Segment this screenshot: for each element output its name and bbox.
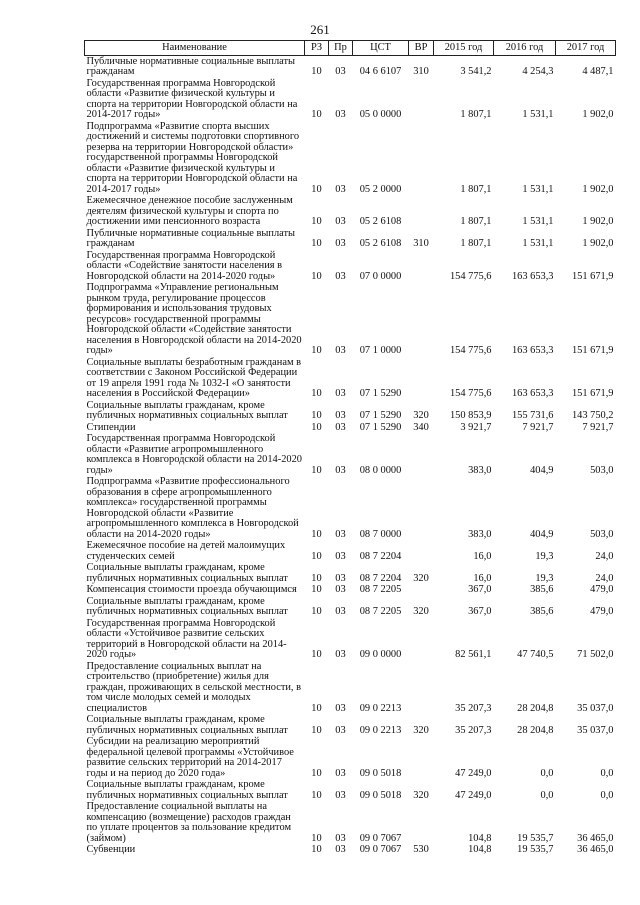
row-vr: 530: [413, 844, 429, 855]
row-rz: 10: [311, 421, 322, 433]
row-2015: 154 775,6: [449, 345, 492, 356]
row-2016: 19 535,7: [517, 844, 554, 855]
row-rz: 10: [311, 410, 322, 421]
row-cst: 09 0 2213: [359, 702, 402, 714]
row-2017: 4 487,1: [582, 66, 614, 77]
table-row: [85, 228, 616, 250]
row-cst: 05 2 0000: [359, 183, 402, 195]
row-rz: 10: [311, 238, 322, 249]
row-2015: 3 921,7: [460, 421, 492, 433]
row-vr: [409, 434, 434, 477]
row-2017: 1 902,0: [582, 109, 614, 120]
row-cst: 08 7 0000: [359, 528, 402, 540]
row-2017: 71 502,0: [577, 649, 614, 660]
row-name: Ежемесячное денежное пособие заслуженным деятелям физической культуры и спорта по достижении ими пенсионного возраста: [86, 195, 293, 227]
row-2016: 19 535,7: [517, 832, 554, 844]
row-rz: 10: [311, 550, 322, 562]
row-pr: 03: [335, 844, 346, 855]
row-vr: [409, 661, 434, 715]
table-row: [85, 357, 616, 400]
row-cst: 09 0 0000: [359, 649, 402, 660]
table-row: [85, 618, 616, 661]
row-name: Государственная программа Новгородской области «Развитие агропромышленного комплекса в Новгородской области на 2014-2020 годы»: [86, 433, 302, 476]
row-name: Стипендии: [86, 421, 136, 433]
row-cst: 05 2 6108: [359, 238, 402, 249]
header-2017: 2017 год: [556, 41, 616, 56]
row-2015: 104,8: [468, 832, 492, 844]
row-2015: 3 541,2: [460, 66, 492, 77]
row-vr: [409, 541, 434, 563]
header-2015: 2015 год: [434, 41, 494, 56]
row-2015: 47 249,0: [455, 767, 492, 779]
header-rz: РЗ: [305, 41, 329, 56]
row-cst: 07 1 0000: [359, 345, 402, 356]
budget-table: [84, 40, 616, 856]
row-pr: 03: [335, 724, 346, 736]
row-pr: 03: [335, 767, 346, 779]
row-2015: 1 807,1: [460, 183, 492, 195]
row-rz: 10: [311, 464, 322, 476]
row-name: Государственная программа Новгородской области «Устойчивое развитие сельских территорий в Новгородской области на 2014-2020 годы»: [86, 617, 287, 660]
table-row: [85, 802, 616, 845]
row-2016: 1 531,1: [522, 216, 554, 227]
row-name: Подпрограмма «Развитие спорта высших достижений и системы подготовки спортивного резерва на территории Новгородской области» государственной программы Новгородской области «Развитие физической культуры и спорта на территории Новгородской области на 2014-2017 годы»: [86, 120, 300, 195]
row-rz: 10: [311, 606, 322, 617]
row-name: Предоставление социальной выплаты на компенсацию (возмещение) расходов граждан по уплате процентов за пользование кредитом (займом): [86, 801, 292, 844]
table-row: [85, 400, 616, 422]
row-2015: 154 775,6: [449, 388, 492, 399]
row-rz: 10: [311, 66, 322, 77]
row-2017: 36 465,0: [577, 844, 614, 855]
row-2017: 7 921,7: [582, 421, 614, 433]
row-2016: 155 731,6: [511, 410, 554, 421]
row-2015: 383,0: [468, 528, 492, 540]
row-2015: 154 775,6: [449, 270, 492, 282]
row-vr: [409, 737, 434, 780]
row-pr: 03: [335, 183, 346, 195]
row-vr: [409, 78, 434, 121]
row-2017: 35 037,0: [577, 702, 614, 714]
table-row: [85, 56, 616, 79]
table-row: [85, 715, 616, 737]
row-cst: 09 0 5018: [359, 789, 402, 801]
row-name: Социальные выплаты гражданам, кроме публичных нормативных социальных выплат: [86, 779, 288, 801]
row-2016: 4 254,3: [522, 66, 554, 77]
row-cst: 07 1 5290: [359, 410, 402, 421]
row-name: Предоставление социальных выплат на строительство (приобретение) жилья для граждан, проживающих в сельской местности, в том числе молодых семей и молодых специалистов: [86, 660, 302, 714]
row-name: Ежемесячное пособие на детей малоимущих студенческих семей: [86, 540, 286, 562]
row-2015: 367,0: [468, 606, 492, 617]
row-name: Социальные выплаты гражданам, кроме публичных нормативных социальных выплат: [86, 714, 288, 736]
row-pr: 03: [335, 464, 346, 476]
row-2015: 1 807,1: [460, 238, 492, 249]
row-2016: 385,6: [530, 584, 554, 595]
row-name: Подпрограмма «Развитие профессионального образования в сфере агропромышленного комплекса» государственной программы Новгородской области «Развитие агропромышленного комплекса в Новгородской области на 2014-2020 годы»: [86, 476, 299, 540]
row-pr: 03: [335, 528, 346, 540]
row-pr: 03: [335, 345, 346, 356]
row-name: Социальные выплаты гражданам, кроме публичных нормативных социальных выплат: [86, 562, 288, 584]
table-row: [85, 845, 616, 857]
row-2016: 404,9: [530, 528, 554, 540]
table-row: [85, 780, 616, 802]
row-2015: 367,0: [468, 584, 492, 595]
row-2017: 503,0: [590, 464, 614, 476]
row-pr: 03: [335, 270, 346, 282]
row-2016: 385,6: [530, 606, 554, 617]
row-2015: 16,0: [473, 572, 492, 584]
row-2017: 479,0: [590, 606, 614, 617]
table-row: [85, 477, 616, 541]
row-vr: 320: [413, 606, 429, 617]
row-2016: 163 653,3: [511, 345, 554, 356]
row-2015: 1 807,1: [460, 109, 492, 120]
row-2016: 19,3: [535, 572, 554, 584]
row-2015: 150 853,9: [449, 410, 492, 421]
row-vr: 340: [413, 421, 429, 433]
table-row: [85, 563, 616, 585]
row-2016: 163 653,3: [511, 388, 554, 399]
row-2015: 35 207,3: [455, 702, 492, 714]
row-2017: 143 750,2: [571, 410, 614, 421]
table-header-row: [85, 41, 616, 56]
row-2017: 35 037,0: [577, 724, 614, 736]
row-rz: 10: [311, 649, 322, 660]
row-vr: [409, 802, 434, 845]
page-number: 261: [310, 22, 330, 37]
row-2016: 47 740,5: [517, 649, 554, 660]
row-cst: 05 2 6108: [359, 216, 402, 227]
row-rz: 10: [311, 109, 322, 120]
row-vr: 320: [413, 789, 429, 801]
row-name: Государственная программа Новгородской области «Развитие физической культуры и спорта на территории Новгородской области на 2014-2017 годы»: [86, 77, 298, 120]
row-rz: 10: [311, 528, 322, 540]
row-cst: 05 0 0000: [359, 109, 402, 120]
row-2016: 0,0: [540, 767, 554, 779]
row-2017: 1 902,0: [582, 183, 614, 195]
table-row: [85, 422, 616, 434]
row-cst: 07 1 5290: [359, 388, 402, 399]
row-cst: 08 7 2204: [359, 572, 402, 584]
row-pr: 03: [335, 606, 346, 617]
row-2017: 0,0: [600, 789, 614, 801]
row-cst: 08 7 2205: [359, 584, 402, 595]
row-pr: 03: [335, 216, 346, 227]
row-cst: 09 0 5018: [359, 767, 402, 779]
row-pr: 03: [335, 572, 346, 584]
row-2015: 35 207,3: [455, 724, 492, 736]
table-row: [85, 250, 616, 283]
row-2015: 82 561,1: [455, 649, 492, 660]
table-row: [85, 121, 616, 196]
row-rz: 10: [311, 832, 322, 844]
row-rz: 10: [311, 388, 322, 399]
row-2017: 151 671,9: [571, 270, 614, 282]
row-vr: [409, 283, 434, 358]
row-pr: 03: [335, 789, 346, 801]
row-name: Государственная программа Новгородской области «Содействие занятости населения в Новгородской области на 2014-2020 годы»: [86, 249, 283, 282]
row-2015: 47 249,0: [455, 789, 492, 801]
row-cst: 07 1 5290: [359, 421, 402, 433]
row-pr: 03: [335, 66, 346, 77]
row-2016: 19,3: [535, 550, 554, 562]
row-pr: 03: [335, 832, 346, 844]
row-2016: 1 531,1: [522, 109, 554, 120]
row-rz: 10: [311, 844, 322, 855]
row-pr: 03: [335, 388, 346, 399]
table-row: [85, 737, 616, 780]
header-vr: ВР: [409, 41, 434, 56]
row-pr: 03: [335, 109, 346, 120]
row-2017: 36 465,0: [577, 832, 614, 844]
row-2017: 24,0: [595, 550, 614, 562]
table-row: [85, 585, 616, 597]
table-row: [85, 596, 616, 618]
row-vr: 320: [413, 724, 429, 736]
row-rz: 10: [311, 767, 322, 779]
row-cst: 09 0 7067: [359, 844, 402, 855]
row-rz: 10: [311, 584, 322, 595]
row-2017: 479,0: [590, 584, 614, 595]
row-2017: 1 902,0: [582, 216, 614, 227]
row-vr: [409, 250, 434, 283]
header-name: Наименование: [85, 41, 305, 56]
table-row: [85, 541, 616, 563]
row-2016: 1 531,1: [522, 238, 554, 249]
row-cst: 07 0 0000: [359, 270, 402, 282]
row-2016: 7 921,7: [522, 421, 554, 433]
row-vr: [409, 618, 434, 661]
row-name: Субсидии на реализацию мероприятий федеральной целевой программы «Устойчивое развитие сельских территорий на 2014-2017 годы и на период до 2020 года»: [86, 736, 294, 779]
row-2015: 1 807,1: [460, 216, 492, 227]
row-cst: 08 0 0000: [359, 464, 402, 476]
row-name: Субвенции: [86, 844, 136, 855]
row-rz: 10: [311, 724, 322, 736]
row-pr: 03: [335, 550, 346, 562]
row-cst: 09 0 2213: [359, 724, 402, 736]
row-name: Социальные выплаты безработным гражданам в соответствии с Законом Российской Федерации от 19 апреля 1991 года № 1032-I «О занятости населения в Российской Федерации»: [86, 356, 302, 399]
row-vr: [409, 357, 434, 400]
row-pr: 03: [335, 649, 346, 660]
row-cst: 08 7 2205: [359, 606, 402, 617]
row-vr: [409, 585, 434, 597]
row-vr: 320: [413, 410, 429, 421]
table-body: [85, 56, 616, 857]
row-pr: 03: [335, 702, 346, 714]
header-2016: 2016 год: [494, 41, 556, 56]
row-name: Компенсация стоимости проезда обучающимся: [86, 584, 297, 595]
table-row: [85, 78, 616, 121]
row-name: Социальные выплаты гражданам, кроме публичных нормативных социальных выплат: [86, 399, 288, 421]
row-rz: 10: [311, 183, 322, 195]
row-2015: 16,0: [473, 550, 492, 562]
header-pr: Пр: [329, 41, 353, 56]
row-2016: 1 531,1: [522, 183, 554, 195]
row-vr: 310: [413, 66, 429, 77]
row-pr: 03: [335, 238, 346, 249]
row-2015: 104,8: [468, 844, 492, 855]
header-cst: ЦСТ: [353, 41, 409, 56]
row-2016: 163 653,3: [511, 270, 554, 282]
row-2016: 404,9: [530, 464, 554, 476]
row-2017: 151 671,9: [571, 388, 614, 399]
row-name: Подпрограмма «Управление региональным рынком труда, регулирование процессов формирования и использования трудовых ресурсов» государственной программы Новгородской области «Содействие занятости населения в Новгородской области на 2014-2020 годы»: [86, 282, 302, 356]
table-row: [85, 661, 616, 715]
row-vr: 320: [413, 572, 429, 584]
row-2017: 151 671,9: [571, 345, 614, 356]
row-cst: 04 6 6107: [359, 66, 402, 77]
row-2016: 28 204,8: [517, 724, 554, 736]
row-rz: 10: [311, 702, 322, 714]
row-name: Публичные нормативные социальные выплаты гражданам: [86, 227, 296, 249]
row-2017: 503,0: [590, 528, 614, 540]
row-2017: 1 902,0: [582, 238, 614, 249]
row-rz: 10: [311, 270, 322, 282]
table-row: [85, 434, 616, 477]
row-name: Публичные нормативные социальные выплаты гражданам: [86, 55, 296, 77]
row-rz: 10: [311, 572, 322, 584]
row-2016: 0,0: [540, 789, 554, 801]
row-vr: 310: [413, 238, 429, 249]
row-vr: [409, 196, 434, 229]
row-2016: 28 204,8: [517, 702, 554, 714]
row-pr: 03: [335, 584, 346, 595]
row-2017: 0,0: [600, 767, 614, 779]
row-rz: 10: [311, 216, 322, 227]
row-cst: 08 7 2204: [359, 550, 402, 562]
row-2017: 24,0: [595, 572, 614, 584]
row-pr: 03: [335, 421, 346, 433]
row-name: Социальные выплаты гражданам, кроме публичных нормативных социальных выплат: [86, 595, 288, 617]
row-rz: 10: [311, 345, 322, 356]
row-vr: [409, 121, 434, 196]
row-2015: 383,0: [468, 464, 492, 476]
row-rz: 10: [311, 789, 322, 801]
row-cst: 09 0 7067: [359, 832, 402, 844]
table-row: [85, 196, 616, 229]
table-row: [85, 283, 616, 358]
row-pr: 03: [335, 410, 346, 421]
row-vr: [409, 477, 434, 541]
